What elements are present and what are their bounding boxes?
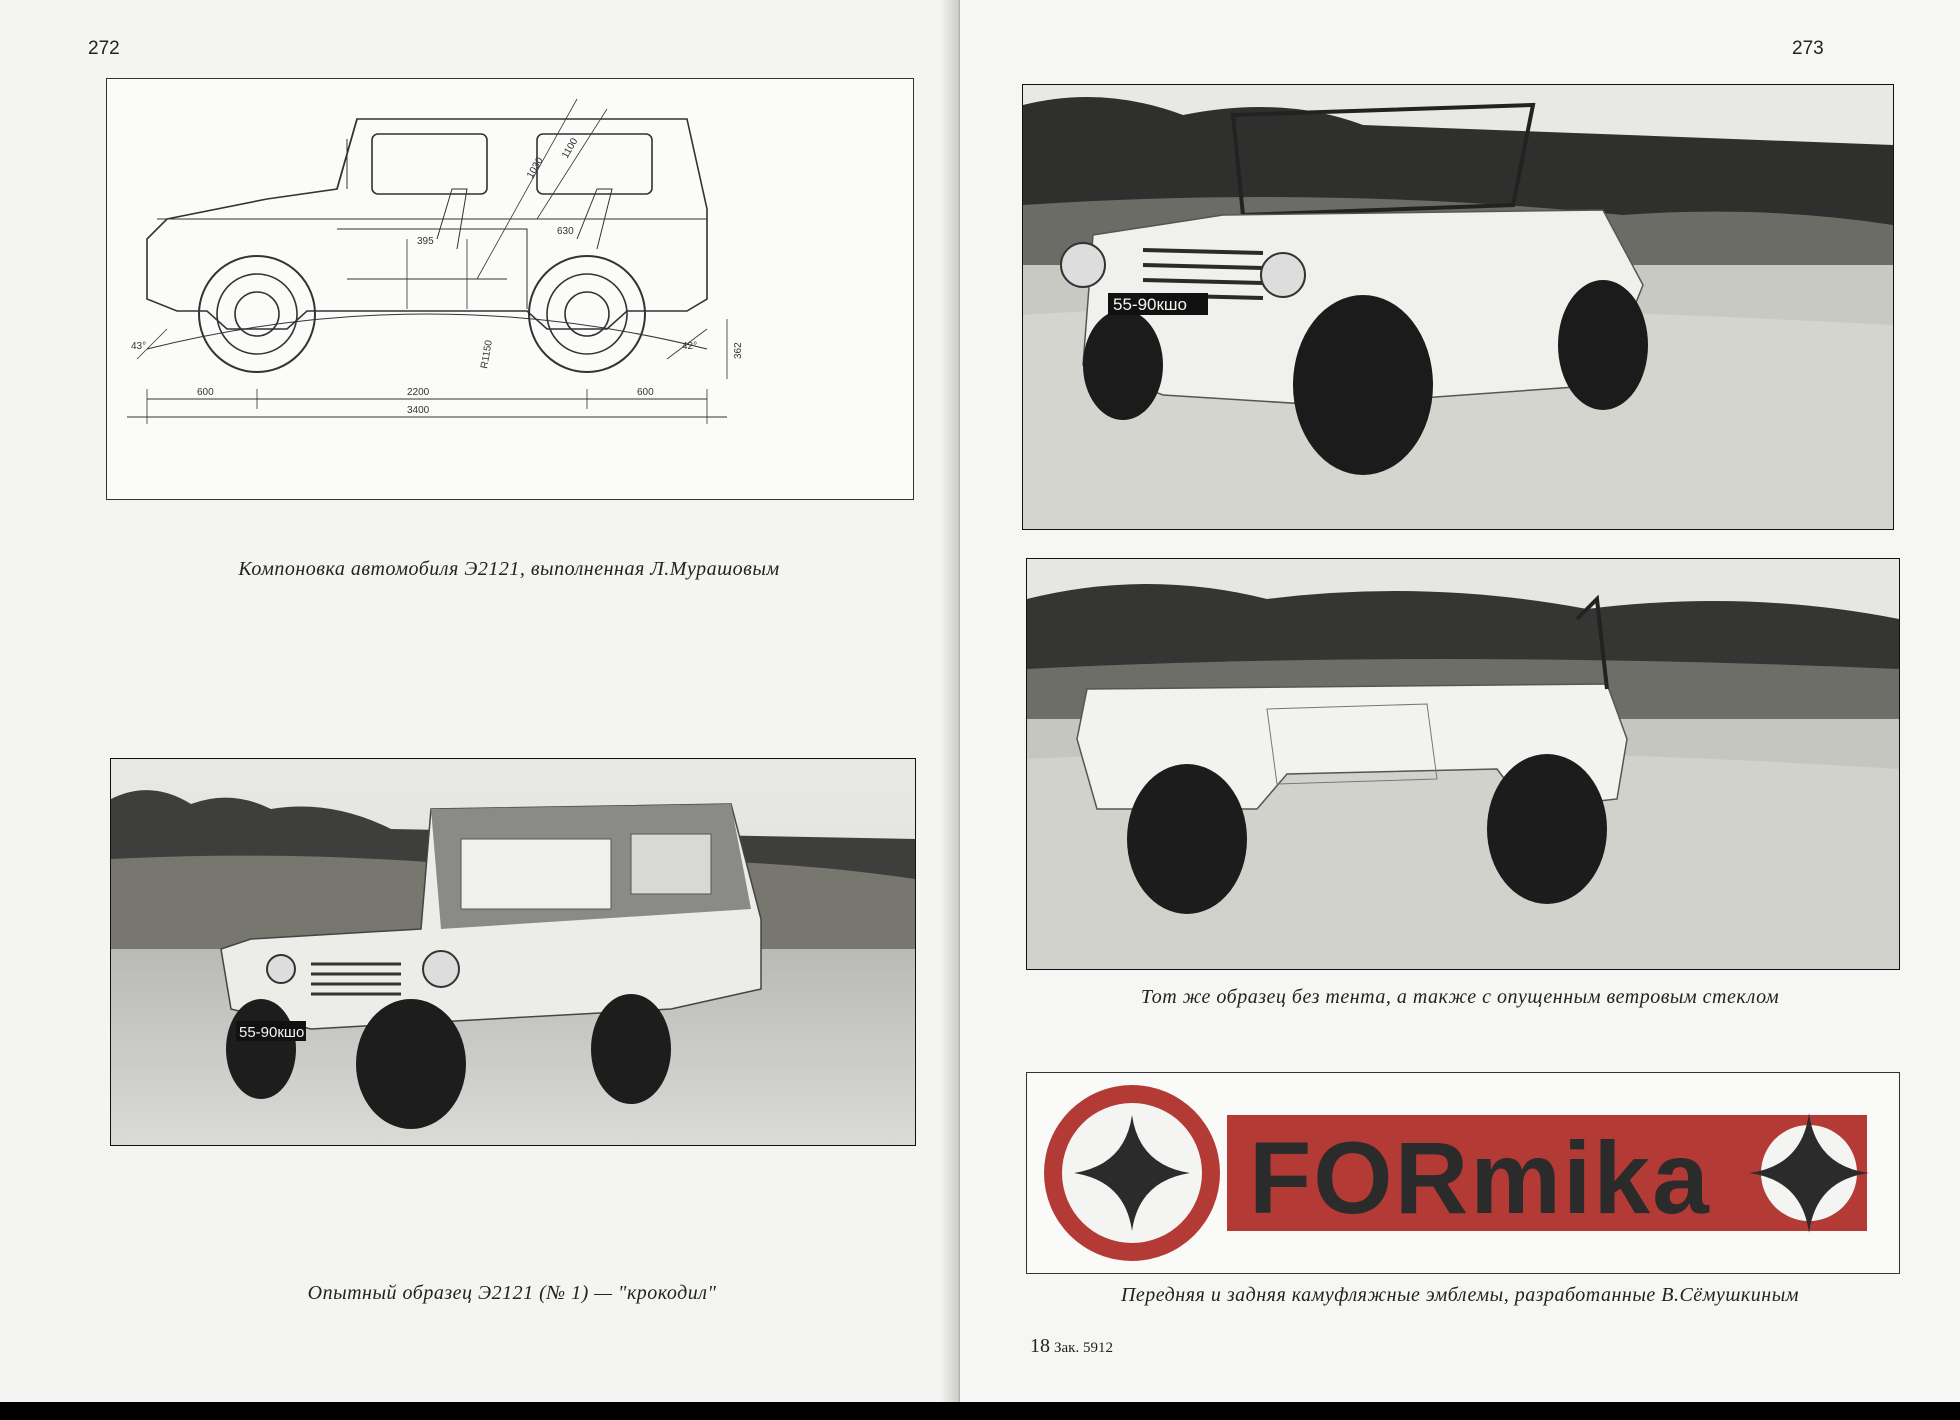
photo-side-no-top [1026,558,1900,970]
caption-photos-2-3: Тот же образец без тента, а также с опущенным ветровым стеклом [1140,986,1780,1008]
dim-label: 3400 [407,405,430,416]
left-page [0,0,960,1402]
license-plate: 55-90кшо [1113,295,1188,314]
dim-label: 630 [557,226,574,237]
dim-label: 395 [417,236,434,247]
caption-emblems: Передняя и задняя камуфляжные эмблемы, разработанные В.Сёмушкиным [1120,1284,1800,1306]
dim-label: 1030 [525,155,546,181]
dim-label: 2200 [407,387,430,398]
vehicle-layout-drawing [107,79,913,499]
emblems-panel [1026,1072,1900,1274]
technical-drawing-frame [106,78,914,500]
round-emblem-icon [1044,1085,1220,1261]
dim-label: 43° [131,341,147,352]
caption-photo-1: Опытный образец Э2121 (№ 1) — "крокодил" [307,1282,717,1304]
photo-prototype-with-top [110,758,916,1146]
signature-number: 18 [1030,1335,1050,1357]
photo-front-no-top [1022,84,1894,530]
dim-label: 362 [733,342,744,359]
formika-wordmark: FORmika [1249,1121,1711,1235]
dim-label: 600 [197,387,214,398]
dim-label: 600 [637,387,654,398]
right-page [960,0,1960,1402]
signature-footer [1030,1335,1113,1358]
dim-label: 42° [682,341,698,352]
dim-label: R1150 [479,339,495,370]
page-number-left: 272 [88,38,120,59]
order-number: Зак. 5912 [1054,1340,1113,1356]
caption-drawing: Компоновка автомобиля Э2121, выполненная Л.Мурашовым [238,558,780,580]
license-plate: 55-90кшо [239,1024,305,1041]
dim-label: 1100 [560,136,581,161]
page-number-right: 273 [1792,38,1824,59]
